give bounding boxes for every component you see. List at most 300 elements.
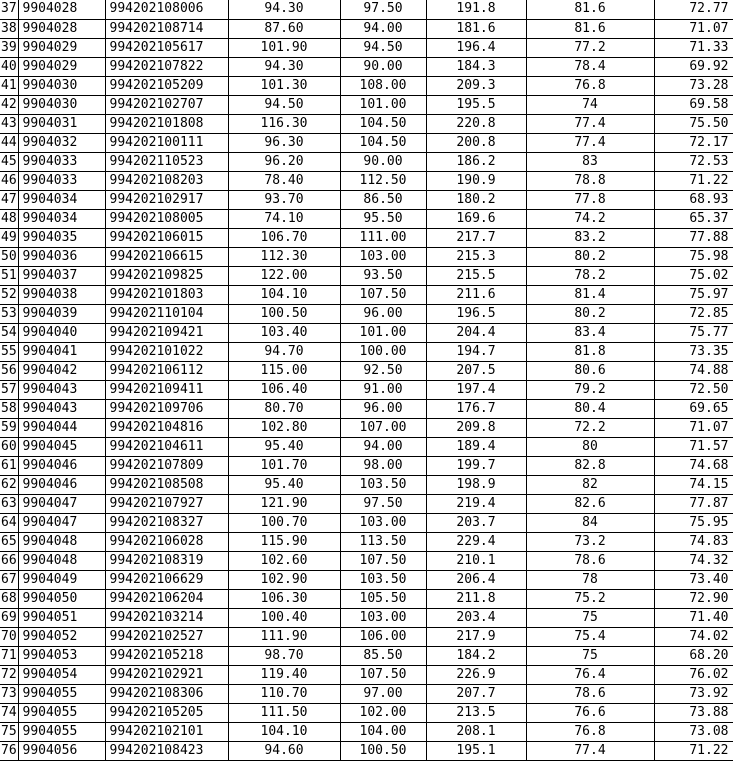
code-b-cell: 994202102101 bbox=[105, 722, 228, 741]
row-number-cell: 43 bbox=[0, 114, 18, 133]
table-row bbox=[0, 551, 733, 570]
final-score-cell: 72.77 bbox=[654, 0, 733, 19]
score-2-cell: 100.00 bbox=[340, 342, 426, 361]
score-3-cell: 82 bbox=[526, 475, 654, 494]
code-a-cell: 9904029 bbox=[18, 57, 105, 76]
score-2-cell: 102.00 bbox=[340, 703, 426, 722]
score-2-cell: 90.00 bbox=[340, 57, 426, 76]
score-2-cell: 107.50 bbox=[340, 551, 426, 570]
score-1-cell: 115.90 bbox=[228, 532, 340, 551]
code-a-cell: 9904047 bbox=[18, 513, 105, 532]
code-a-cell: 9904053 bbox=[18, 646, 105, 665]
row-number-cell: 65 bbox=[0, 532, 18, 551]
score-1-cell: 101.90 bbox=[228, 38, 340, 57]
table-row bbox=[0, 570, 733, 589]
total-cell: 198.9 bbox=[426, 475, 526, 494]
code-a-cell: 9904028 bbox=[18, 0, 105, 19]
table-row bbox=[0, 418, 733, 437]
score-3-cell: 83 bbox=[526, 152, 654, 171]
score-1-cell: 96.30 bbox=[228, 133, 340, 152]
code-a-cell: 9904043 bbox=[18, 399, 105, 418]
score-3-cell: 73.2 bbox=[526, 532, 654, 551]
total-cell: 196.5 bbox=[426, 304, 526, 323]
table-row bbox=[0, 171, 733, 190]
code-b-cell: 994202101803 bbox=[105, 285, 228, 304]
score-2-cell: 94.50 bbox=[340, 38, 426, 57]
final-score-cell: 75.95 bbox=[654, 513, 733, 532]
total-cell: 180.2 bbox=[426, 190, 526, 209]
score-1-cell: 106.30 bbox=[228, 589, 340, 608]
score-3-cell: 78.6 bbox=[526, 551, 654, 570]
row-number-cell: 40 bbox=[0, 57, 18, 76]
final-score-cell: 72.50 bbox=[654, 380, 733, 399]
table-row bbox=[0, 684, 733, 703]
row-number-cell: 45 bbox=[0, 152, 18, 171]
table-row bbox=[0, 266, 733, 285]
score-3-cell: 77.4 bbox=[526, 741, 654, 760]
table-row bbox=[0, 57, 733, 76]
score-2-cell: 111.00 bbox=[340, 228, 426, 247]
code-b-cell: 994202108714 bbox=[105, 19, 228, 38]
row-number-cell: 52 bbox=[0, 285, 18, 304]
score-3-cell: 77.2 bbox=[526, 38, 654, 57]
final-score-cell: 75.50 bbox=[654, 114, 733, 133]
table-row bbox=[0, 589, 733, 608]
score-3-cell: 76.8 bbox=[526, 76, 654, 95]
table-row bbox=[0, 76, 733, 95]
row-number-cell: 48 bbox=[0, 209, 18, 228]
code-a-cell: 9904039 bbox=[18, 304, 105, 323]
code-b-cell: 994202109421 bbox=[105, 323, 228, 342]
row-number-cell: 51 bbox=[0, 266, 18, 285]
row-number-cell: 41 bbox=[0, 76, 18, 95]
score-3-cell: 79.2 bbox=[526, 380, 654, 399]
code-b-cell: 994202108327 bbox=[105, 513, 228, 532]
score-2-cell: 112.50 bbox=[340, 171, 426, 190]
row-number-cell: 69 bbox=[0, 608, 18, 627]
table-row bbox=[0, 133, 733, 152]
score-2-cell: 103.50 bbox=[340, 475, 426, 494]
total-cell: 203.4 bbox=[426, 608, 526, 627]
table-row bbox=[0, 0, 733, 19]
row-number-cell: 46 bbox=[0, 171, 18, 190]
score-3-cell: 77.8 bbox=[526, 190, 654, 209]
row-number-cell: 58 bbox=[0, 399, 18, 418]
final-score-cell: 71.33 bbox=[654, 38, 733, 57]
code-b-cell: 994202103214 bbox=[105, 608, 228, 627]
table-row bbox=[0, 190, 733, 209]
code-a-cell: 9904036 bbox=[18, 247, 105, 266]
row-number-cell: 74 bbox=[0, 703, 18, 722]
total-cell: 226.9 bbox=[426, 665, 526, 684]
score-1-cell: 95.40 bbox=[228, 437, 340, 456]
score-2-cell: 106.00 bbox=[340, 627, 426, 646]
code-a-cell: 9904045 bbox=[18, 437, 105, 456]
code-a-cell: 9904055 bbox=[18, 684, 105, 703]
final-score-cell: 68.20 bbox=[654, 646, 733, 665]
code-a-cell: 9904041 bbox=[18, 342, 105, 361]
total-cell: 189.4 bbox=[426, 437, 526, 456]
score-1-cell: 80.70 bbox=[228, 399, 340, 418]
total-cell: 190.9 bbox=[426, 171, 526, 190]
total-cell: 213.5 bbox=[426, 703, 526, 722]
final-score-cell: 75.98 bbox=[654, 247, 733, 266]
final-score-cell: 73.35 bbox=[654, 342, 733, 361]
score-3-cell: 84 bbox=[526, 513, 654, 532]
score-2-cell: 107.50 bbox=[340, 285, 426, 304]
code-b-cell: 994202105218 bbox=[105, 646, 228, 665]
code-b-cell: 994202109411 bbox=[105, 380, 228, 399]
score-2-cell: 103.00 bbox=[340, 247, 426, 266]
code-a-cell: 9904028 bbox=[18, 19, 105, 38]
score-2-cell: 107.00 bbox=[340, 418, 426, 437]
table-row bbox=[0, 608, 733, 627]
code-a-cell: 9904033 bbox=[18, 171, 105, 190]
score-1-cell: 87.60 bbox=[228, 19, 340, 38]
table-row bbox=[0, 380, 733, 399]
code-b-cell: 994202110104 bbox=[105, 304, 228, 323]
code-a-cell: 9904047 bbox=[18, 494, 105, 513]
code-a-cell: 9904034 bbox=[18, 209, 105, 228]
total-cell: 186.2 bbox=[426, 152, 526, 171]
table-row bbox=[0, 627, 733, 646]
total-cell: 211.8 bbox=[426, 589, 526, 608]
row-number-cell: 53 bbox=[0, 304, 18, 323]
score-2-cell: 100.50 bbox=[340, 741, 426, 760]
total-cell: 176.7 bbox=[426, 399, 526, 418]
code-a-cell: 9904033 bbox=[18, 152, 105, 171]
final-score-cell: 73.40 bbox=[654, 570, 733, 589]
code-b-cell: 994202108005 bbox=[105, 209, 228, 228]
row-number-cell: 50 bbox=[0, 247, 18, 266]
code-a-cell: 9904031 bbox=[18, 114, 105, 133]
score-1-cell: 93.70 bbox=[228, 190, 340, 209]
code-a-cell: 9904029 bbox=[18, 38, 105, 57]
final-score-cell: 69.92 bbox=[654, 57, 733, 76]
score-3-cell: 82.8 bbox=[526, 456, 654, 475]
score-3-cell: 81.4 bbox=[526, 285, 654, 304]
table-row bbox=[0, 228, 733, 247]
score-1-cell: 116.30 bbox=[228, 114, 340, 133]
code-b-cell: 994202108319 bbox=[105, 551, 228, 570]
final-score-cell: 71.22 bbox=[654, 741, 733, 760]
table-row bbox=[0, 722, 733, 741]
score-1-cell: 106.40 bbox=[228, 380, 340, 399]
score-3-cell: 75.4 bbox=[526, 627, 654, 646]
row-number-cell: 49 bbox=[0, 228, 18, 247]
code-b-cell: 994202101808 bbox=[105, 114, 228, 133]
score-1-cell: 111.50 bbox=[228, 703, 340, 722]
total-cell: 184.3 bbox=[426, 57, 526, 76]
code-b-cell: 994202108203 bbox=[105, 171, 228, 190]
score-2-cell: 86.50 bbox=[340, 190, 426, 209]
total-cell: 196.4 bbox=[426, 38, 526, 57]
final-score-cell: 74.83 bbox=[654, 532, 733, 551]
final-score-cell: 73.88 bbox=[654, 703, 733, 722]
score-3-cell: 83.4 bbox=[526, 323, 654, 342]
row-number-cell: 70 bbox=[0, 627, 18, 646]
row-number-cell: 64 bbox=[0, 513, 18, 532]
final-score-cell: 71.07 bbox=[654, 418, 733, 437]
code-b-cell: 994202108508 bbox=[105, 475, 228, 494]
score-2-cell: 105.50 bbox=[340, 589, 426, 608]
code-b-cell: 994202107927 bbox=[105, 494, 228, 513]
table-row bbox=[0, 285, 733, 304]
code-b-cell: 994202105205 bbox=[105, 703, 228, 722]
score-2-cell: 94.00 bbox=[340, 19, 426, 38]
score-2-cell: 93.50 bbox=[340, 266, 426, 285]
final-score-cell: 72.85 bbox=[654, 304, 733, 323]
score-3-cell: 78 bbox=[526, 570, 654, 589]
code-b-cell: 994202108306 bbox=[105, 684, 228, 703]
total-cell: 209.3 bbox=[426, 76, 526, 95]
score-2-cell: 91.00 bbox=[340, 380, 426, 399]
score-3-cell: 80.2 bbox=[526, 304, 654, 323]
score-1-cell: 102.90 bbox=[228, 570, 340, 589]
total-cell: 206.4 bbox=[426, 570, 526, 589]
row-number-cell: 63 bbox=[0, 494, 18, 513]
score-3-cell: 78.8 bbox=[526, 171, 654, 190]
row-number-cell: 76 bbox=[0, 741, 18, 760]
table-row bbox=[0, 437, 733, 456]
final-score-cell: 74.68 bbox=[654, 456, 733, 475]
row-number-cell: 73 bbox=[0, 684, 18, 703]
final-score-cell: 71.57 bbox=[654, 437, 733, 456]
score-1-cell: 115.00 bbox=[228, 361, 340, 380]
score-2-cell: 107.50 bbox=[340, 665, 426, 684]
table-row bbox=[0, 342, 733, 361]
table-row bbox=[0, 741, 733, 760]
table-row bbox=[0, 703, 733, 722]
total-cell: 181.6 bbox=[426, 19, 526, 38]
score-3-cell: 80.2 bbox=[526, 247, 654, 266]
total-cell: 210.1 bbox=[426, 551, 526, 570]
score-2-cell: 104.50 bbox=[340, 114, 426, 133]
row-number-cell: 39 bbox=[0, 38, 18, 57]
score-1-cell: 102.60 bbox=[228, 551, 340, 570]
code-b-cell: 994202102917 bbox=[105, 190, 228, 209]
score-3-cell: 76.4 bbox=[526, 665, 654, 684]
score-1-cell: 119.40 bbox=[228, 665, 340, 684]
final-score-cell: 72.90 bbox=[654, 589, 733, 608]
score-1-cell: 94.30 bbox=[228, 0, 340, 19]
code-a-cell: 9904035 bbox=[18, 228, 105, 247]
score-3-cell: 75 bbox=[526, 608, 654, 627]
score-2-cell: 98.00 bbox=[340, 456, 426, 475]
table-row bbox=[0, 247, 733, 266]
code-b-cell: 994202104816 bbox=[105, 418, 228, 437]
score-1-cell: 104.10 bbox=[228, 722, 340, 741]
code-b-cell: 994202106615 bbox=[105, 247, 228, 266]
final-score-cell: 74.02 bbox=[654, 627, 733, 646]
row-number-cell: 66 bbox=[0, 551, 18, 570]
code-a-cell: 9904055 bbox=[18, 703, 105, 722]
code-a-cell: 9904055 bbox=[18, 722, 105, 741]
code-b-cell: 994202109825 bbox=[105, 266, 228, 285]
final-score-cell: 71.22 bbox=[654, 171, 733, 190]
code-a-cell: 9904052 bbox=[18, 627, 105, 646]
total-cell: 184.2 bbox=[426, 646, 526, 665]
final-score-cell: 73.08 bbox=[654, 722, 733, 741]
score-3-cell: 78.2 bbox=[526, 266, 654, 285]
score-1-cell: 94.50 bbox=[228, 95, 340, 114]
table-row bbox=[0, 95, 733, 114]
code-a-cell: 9904054 bbox=[18, 665, 105, 684]
code-a-cell: 9904044 bbox=[18, 418, 105, 437]
total-cell: 217.9 bbox=[426, 627, 526, 646]
total-cell: 208.1 bbox=[426, 722, 526, 741]
score-3-cell: 80.4 bbox=[526, 399, 654, 418]
final-score-cell: 75.97 bbox=[654, 285, 733, 304]
total-cell: 215.3 bbox=[426, 247, 526, 266]
total-cell: 194.7 bbox=[426, 342, 526, 361]
row-number-cell: 60 bbox=[0, 437, 18, 456]
score-1-cell: 78.40 bbox=[228, 171, 340, 190]
score-2-cell: 101.00 bbox=[340, 95, 426, 114]
score-1-cell: 100.40 bbox=[228, 608, 340, 627]
total-cell: 217.7 bbox=[426, 228, 526, 247]
total-cell: 195.1 bbox=[426, 741, 526, 760]
final-score-cell: 75.77 bbox=[654, 323, 733, 342]
row-number-cell: 37 bbox=[0, 0, 18, 19]
code-b-cell: 994202108006 bbox=[105, 0, 228, 19]
code-a-cell: 9904037 bbox=[18, 266, 105, 285]
table-row bbox=[0, 19, 733, 38]
table-row bbox=[0, 532, 733, 551]
score-3-cell: 75 bbox=[526, 646, 654, 665]
total-cell: 197.4 bbox=[426, 380, 526, 399]
score-3-cell: 81.8 bbox=[526, 342, 654, 361]
code-b-cell: 994202106629 bbox=[105, 570, 228, 589]
code-b-cell: 994202109706 bbox=[105, 399, 228, 418]
code-b-cell: 994202107822 bbox=[105, 57, 228, 76]
score-3-cell: 78.4 bbox=[526, 57, 654, 76]
code-a-cell: 9904056 bbox=[18, 741, 105, 760]
code-a-cell: 9904048 bbox=[18, 551, 105, 570]
score-3-cell: 74 bbox=[526, 95, 654, 114]
table-row bbox=[0, 399, 733, 418]
code-a-cell: 9904030 bbox=[18, 95, 105, 114]
score-1-cell: 94.60 bbox=[228, 741, 340, 760]
score-2-cell: 96.00 bbox=[340, 399, 426, 418]
score-1-cell: 98.70 bbox=[228, 646, 340, 665]
score-2-cell: 95.50 bbox=[340, 209, 426, 228]
final-score-cell: 71.40 bbox=[654, 608, 733, 627]
score-3-cell: 76.8 bbox=[526, 722, 654, 741]
row-number-cell: 55 bbox=[0, 342, 18, 361]
score-2-cell: 90.00 bbox=[340, 152, 426, 171]
row-number-cell: 54 bbox=[0, 323, 18, 342]
score-2-cell: 92.50 bbox=[340, 361, 426, 380]
final-score-cell: 68.93 bbox=[654, 190, 733, 209]
table-row bbox=[0, 114, 733, 133]
code-a-cell: 9904043 bbox=[18, 380, 105, 399]
final-score-cell: 69.65 bbox=[654, 399, 733, 418]
score-1-cell: 101.30 bbox=[228, 76, 340, 95]
final-score-cell: 65.37 bbox=[654, 209, 733, 228]
code-a-cell: 9904042 bbox=[18, 361, 105, 380]
code-a-cell: 9904048 bbox=[18, 532, 105, 551]
code-a-cell: 9904046 bbox=[18, 475, 105, 494]
score-1-cell: 102.80 bbox=[228, 418, 340, 437]
table-row bbox=[0, 513, 733, 532]
code-b-cell: 994202107809 bbox=[105, 456, 228, 475]
score-2-cell: 97.50 bbox=[340, 0, 426, 19]
final-score-cell: 76.02 bbox=[654, 665, 733, 684]
score-2-cell: 94.00 bbox=[340, 437, 426, 456]
row-number-cell: 38 bbox=[0, 19, 18, 38]
row-number-cell: 56 bbox=[0, 361, 18, 380]
score-3-cell: 72.2 bbox=[526, 418, 654, 437]
row-number-cell: 68 bbox=[0, 589, 18, 608]
score-3-cell: 78.6 bbox=[526, 684, 654, 703]
table-row bbox=[0, 456, 733, 475]
total-cell: 207.7 bbox=[426, 684, 526, 703]
total-cell: 200.8 bbox=[426, 133, 526, 152]
code-a-cell: 9904034 bbox=[18, 190, 105, 209]
total-cell: 207.5 bbox=[426, 361, 526, 380]
score-1-cell: 122.00 bbox=[228, 266, 340, 285]
final-score-cell: 73.28 bbox=[654, 76, 733, 95]
score-2-cell: 103.00 bbox=[340, 608, 426, 627]
code-a-cell: 9904050 bbox=[18, 589, 105, 608]
score-3-cell: 76.6 bbox=[526, 703, 654, 722]
code-b-cell: 994202102707 bbox=[105, 95, 228, 114]
code-b-cell: 994202110523 bbox=[105, 152, 228, 171]
score-2-cell: 103.00 bbox=[340, 513, 426, 532]
final-score-cell: 72.17 bbox=[654, 133, 733, 152]
table-row bbox=[0, 209, 733, 228]
code-b-cell: 994202106015 bbox=[105, 228, 228, 247]
code-a-cell: 9904038 bbox=[18, 285, 105, 304]
code-b-cell: 994202102921 bbox=[105, 665, 228, 684]
total-cell: 195.5 bbox=[426, 95, 526, 114]
table-row bbox=[0, 152, 733, 171]
row-number-cell: 42 bbox=[0, 95, 18, 114]
code-a-cell: 9904046 bbox=[18, 456, 105, 475]
score-1-cell: 96.20 bbox=[228, 152, 340, 171]
final-score-cell: 77.87 bbox=[654, 494, 733, 513]
total-cell: 219.4 bbox=[426, 494, 526, 513]
score-1-cell: 95.40 bbox=[228, 475, 340, 494]
score-2-cell: 103.50 bbox=[340, 570, 426, 589]
score-3-cell: 81.6 bbox=[526, 0, 654, 19]
score-1-cell: 100.70 bbox=[228, 513, 340, 532]
code-a-cell: 9904040 bbox=[18, 323, 105, 342]
code-b-cell: 994202105617 bbox=[105, 38, 228, 57]
row-number-cell: 44 bbox=[0, 133, 18, 152]
total-cell: 211.6 bbox=[426, 285, 526, 304]
score-1-cell: 101.70 bbox=[228, 456, 340, 475]
code-a-cell: 9904032 bbox=[18, 133, 105, 152]
score-2-cell: 96.00 bbox=[340, 304, 426, 323]
score-1-cell: 74.10 bbox=[228, 209, 340, 228]
row-number-cell: 59 bbox=[0, 418, 18, 437]
score-2-cell: 85.50 bbox=[340, 646, 426, 665]
total-cell: 229.4 bbox=[426, 532, 526, 551]
total-cell: 199.7 bbox=[426, 456, 526, 475]
table-row bbox=[0, 475, 733, 494]
row-number-cell: 57 bbox=[0, 380, 18, 399]
row-number-cell: 71 bbox=[0, 646, 18, 665]
score-1-cell: 110.70 bbox=[228, 684, 340, 703]
code-b-cell: 994202104611 bbox=[105, 437, 228, 456]
score-1-cell: 94.70 bbox=[228, 342, 340, 361]
score-2-cell: 104.50 bbox=[340, 133, 426, 152]
score-2-cell: 108.00 bbox=[340, 76, 426, 95]
table-row bbox=[0, 323, 733, 342]
final-score-cell: 74.32 bbox=[654, 551, 733, 570]
